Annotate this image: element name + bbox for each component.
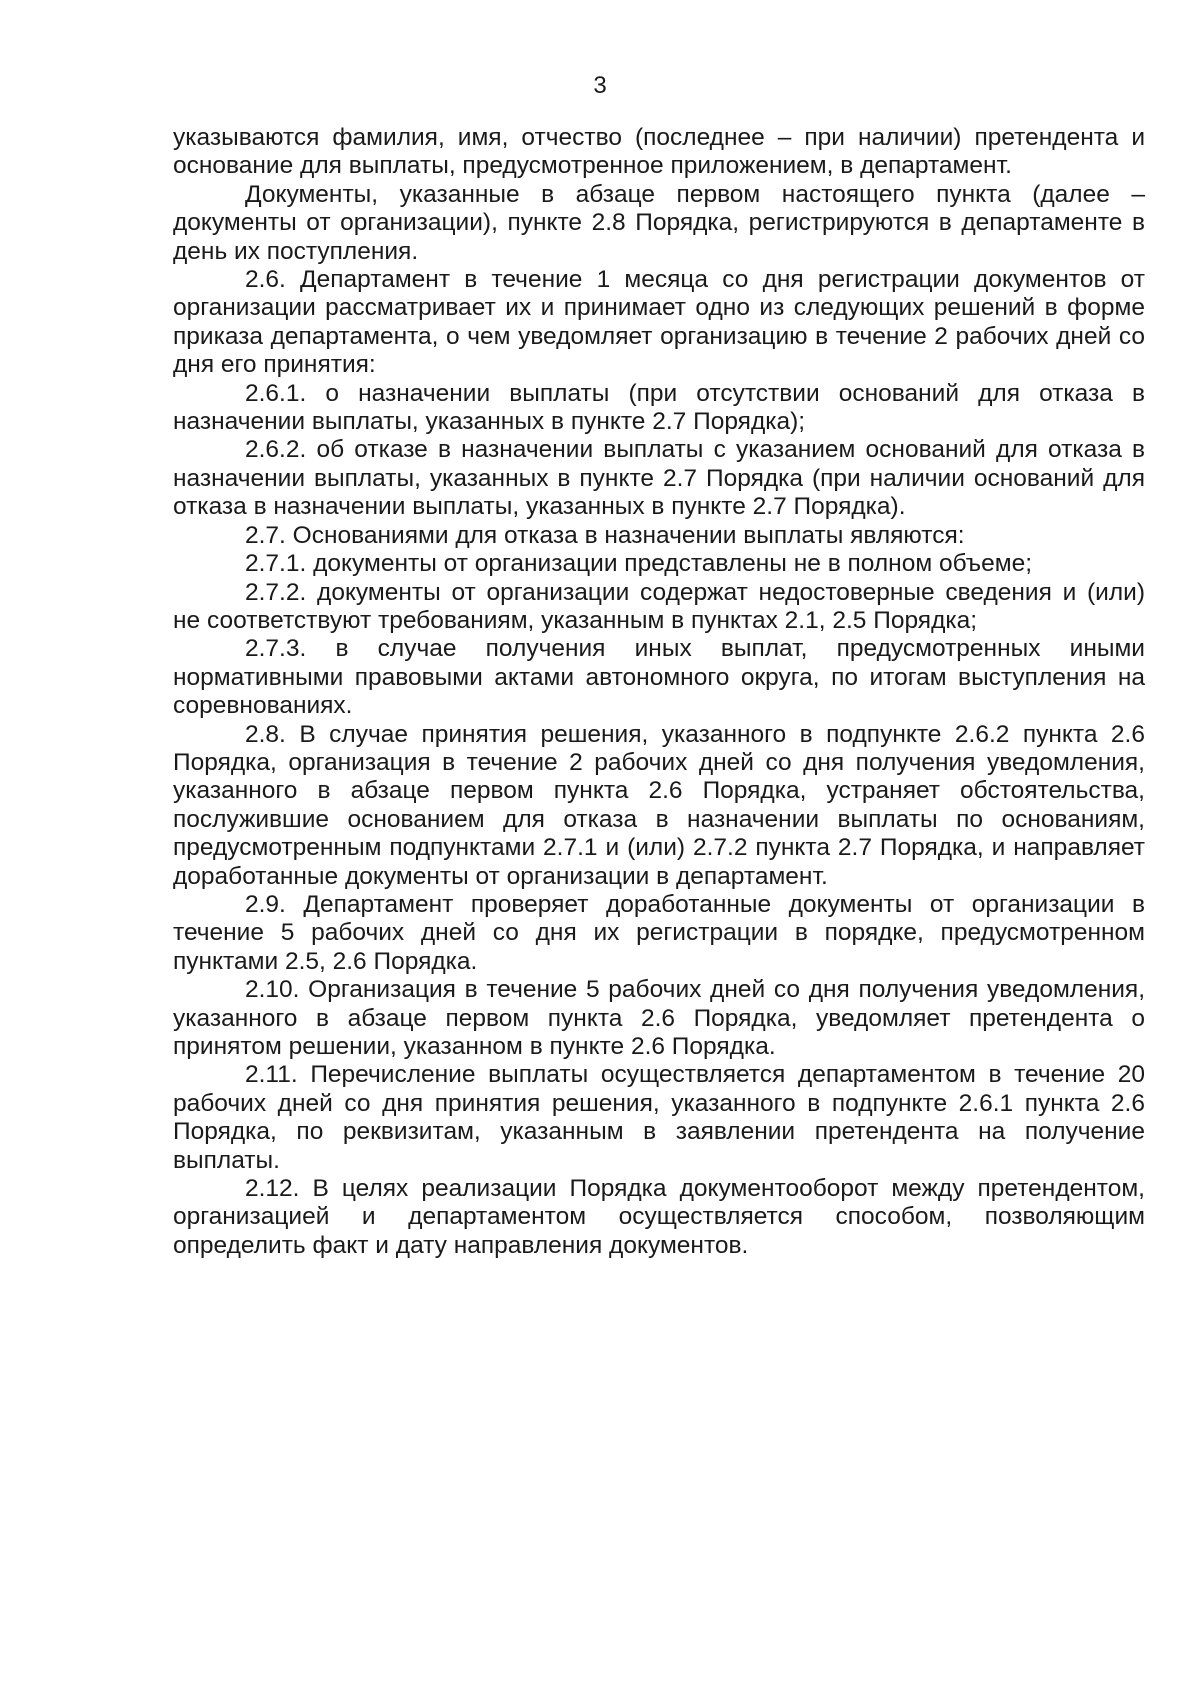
paragraph-2-7: 2.7. Основаниями для отказа в назначении выплаты являются:	[245, 521, 965, 549]
paragraph-2-7-3: 2.7.3. в случае получения иных выплат, предусмотренных иными нормативными правовыми актами автономного округа, по итогам выступления на соревнованиях.	[173, 635, 1145, 720]
paragraph-continuation: указываются фамилия, имя, отчество (последнее – при наличии) претендента и основание для выплаты, предусмотренное приложением, в департамент.	[173, 124, 1145, 180]
paragraph-2-6: 2.6. Департамент в течение 1 месяца со дня регистрации документов от организации рассматривает их и принимает одно из следующих решений в форме приказа департамента, о чем уведомляет организацию в течение 2 рабочих дней со дня его принятия:	[173, 266, 1145, 379]
paragraph-2-10: 2.10. Организация в течение 5 рабочих дней со дня получения уведомления, указанного в абзаце первом пункта 2.6 Порядка, уведомляет претендента о принятом решении, указанном в пункте 2.6 Порядка.	[173, 976, 1145, 1060]
paragraph-documents-registration: Документы, указанные в абзаце первом настоящего пункта (далее – документы от организации), пункте 2.8 Порядка, регистрируются в департаменте в день их поступления.	[173, 180, 1145, 265]
page-number: 3	[593, 72, 607, 99]
paragraph-2-7-2: 2.7.2. документы от организации содержат недостоверные сведения и (или) не соответствуют требованиям, указанным в пунктах 2.1, 2.5 Порядка;	[173, 578, 1145, 634]
paragraph-2-12: 2.12. В целях реализации Порядка документооборот между претендентом, организацией и департаментом осуществляется способом, позволяющим определить факт и дату направления документов.	[173, 1175, 1145, 1259]
paragraph-2-11: 2.11. Перечисление выплаты осуществляется департаментом в течение 20 рабочих дней со дня принятия решения, указанного в подпункте 2.6.1 пункта 2.6 Порядка, по реквизитам, указанным в заявлении претендента на получение выплаты.	[173, 1061, 1145, 1174]
paragraph-2-9: 2.9. Департамент проверяет доработанные документы от организации в течение 5 рабочих дней со дня их регистрации в порядке, предусмотренном пунктами 2.5, 2.6 Порядка.	[173, 890, 1145, 975]
paragraph-2-7-1: 2.7.1. документы от организации представлены не в полном объеме;	[245, 550, 1033, 578]
paragraph-2-8: 2.8. В случае принятия решения, указанного в подпункте 2.6.2 пункта 2.6 Порядка, организация в течение 2 рабочих дней со дня получения уведомления, указанного в абзаце первом пункта 2.6 Порядка, устраняет обстоятельства, послужившие основанием для отказа в назначении выплаты по основаниям, предусмотренным подпунктами 2.7.1 и (или) 2.7.2 пункта 2.7 Порядка, и направляет доработанные документы от организации в департамент.	[173, 720, 1145, 890]
document-body	[173, 124, 1145, 1260]
paragraph-2-6-1: 2.6.1. о назначении выплаты (при отсутствии оснований для отказа в назначении выплаты, указанных в пункте 2.7 Порядка);	[173, 379, 1145, 436]
paragraph-2-6-2: 2.6.2. об отказе в назначении выплаты с указанием оснований для отказа в назначении выплаты, указанных в пункте 2.7 Порядка (при наличии оснований для отказа в назначении выплаты, указанных в пункте 2.7 Порядка).	[173, 436, 1145, 521]
